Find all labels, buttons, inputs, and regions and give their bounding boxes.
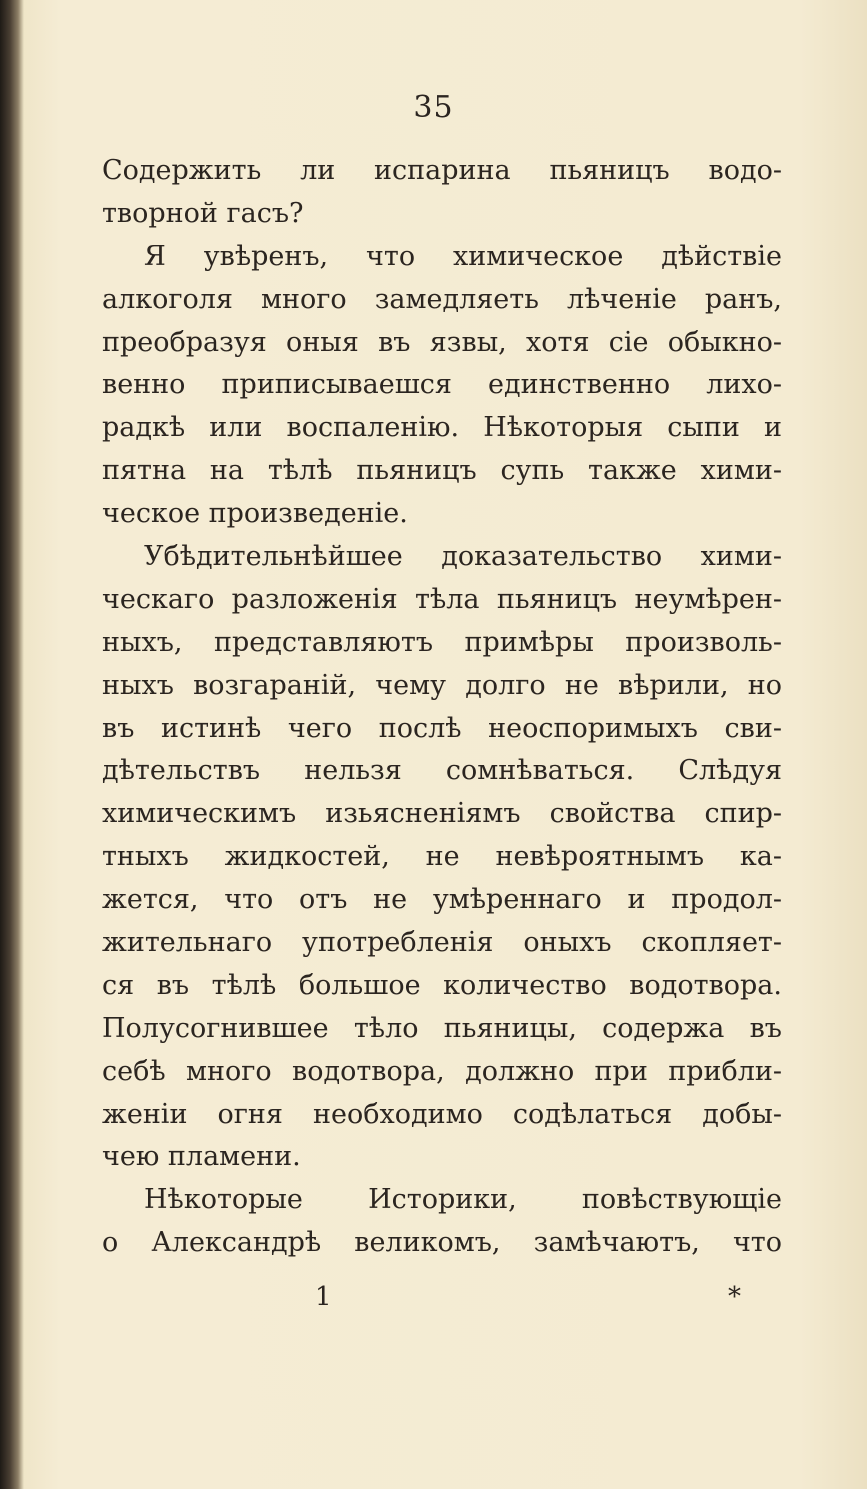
text-line: Содержить ли испарина пьяницъ водо- bbox=[102, 155, 782, 186]
text-line: себѣ много водотвора, должно при прибли- bbox=[102, 1055, 782, 1087]
text-line: Убѣдительнѣйшее доказательство хими- bbox=[144, 541, 782, 573]
page-number: 35 bbox=[413, 90, 454, 125]
text-line: Нѣкоторые Историки, повѣствующіе bbox=[144, 1184, 782, 1216]
signature-mark-left: 1 bbox=[315, 1282, 332, 1312]
body-text bbox=[102, 150, 782, 1265]
text-line: въ истинѣ чего послѣ неоспоримыхъ сви- bbox=[102, 712, 782, 744]
text-line: тныхъ жидкостей, не невѣроятнымъ ка- bbox=[102, 841, 782, 873]
text-line: жительнаго употребленія оныхъ скопляет- bbox=[102, 927, 782, 959]
text-line: чею пламени. bbox=[102, 1141, 301, 1173]
book-spine-shadow bbox=[0, 0, 24, 1489]
text-line: Я увѣренъ, что химическое дѣйствіе bbox=[144, 240, 782, 272]
text-line: венно приписываешся единственно лихо- bbox=[102, 369, 782, 401]
text-line: радкѣ или воспаленію. Нѣкоторыя сыпи и bbox=[102, 412, 782, 444]
signature-marks bbox=[0, 1282, 867, 1322]
signature-mark-right: * bbox=[728, 1282, 741, 1312]
text-line: ся въ тѣлѣ большое количество водотвора. bbox=[102, 969, 782, 1001]
text-line: алкоголя много замедляеть лѣченіе ранъ, bbox=[102, 283, 782, 315]
text-line: творной гасъ? bbox=[102, 197, 304, 229]
text-line: женіи огня необходимо содѣлаться добы- bbox=[102, 1098, 782, 1130]
text-line: Полусогнившее тѣло пьяницы, содержа въ bbox=[102, 1012, 782, 1044]
text-line: ческое произведеніе. bbox=[102, 498, 408, 530]
text-line: о Александрѣ великомъ, замѣчаютъ, что bbox=[102, 1227, 782, 1259]
text-line: жется, что отъ не умѣреннаго и продол- bbox=[102, 884, 782, 916]
text-line: дѣтельствъ нельзя сомнѣваться. Слѣдуя bbox=[102, 755, 782, 787]
text-line: пятна на тѣлѣ пьяницъ супь также хими- bbox=[102, 455, 782, 487]
text-line: химическимъ изьясненіямъ свойства спир- bbox=[102, 798, 782, 830]
text-line: ныхъ возгараній, чему долго не вѣрили, но bbox=[102, 669, 782, 701]
text-line: ныхъ, представляютъ примѣры произволь- bbox=[102, 626, 782, 658]
text-line: ческаго разложенія тѣла пьяницъ неумѣрен- bbox=[102, 583, 782, 615]
text-line: преобразуя оныя въ язвы, хотя сіе обыкно- bbox=[102, 326, 782, 358]
